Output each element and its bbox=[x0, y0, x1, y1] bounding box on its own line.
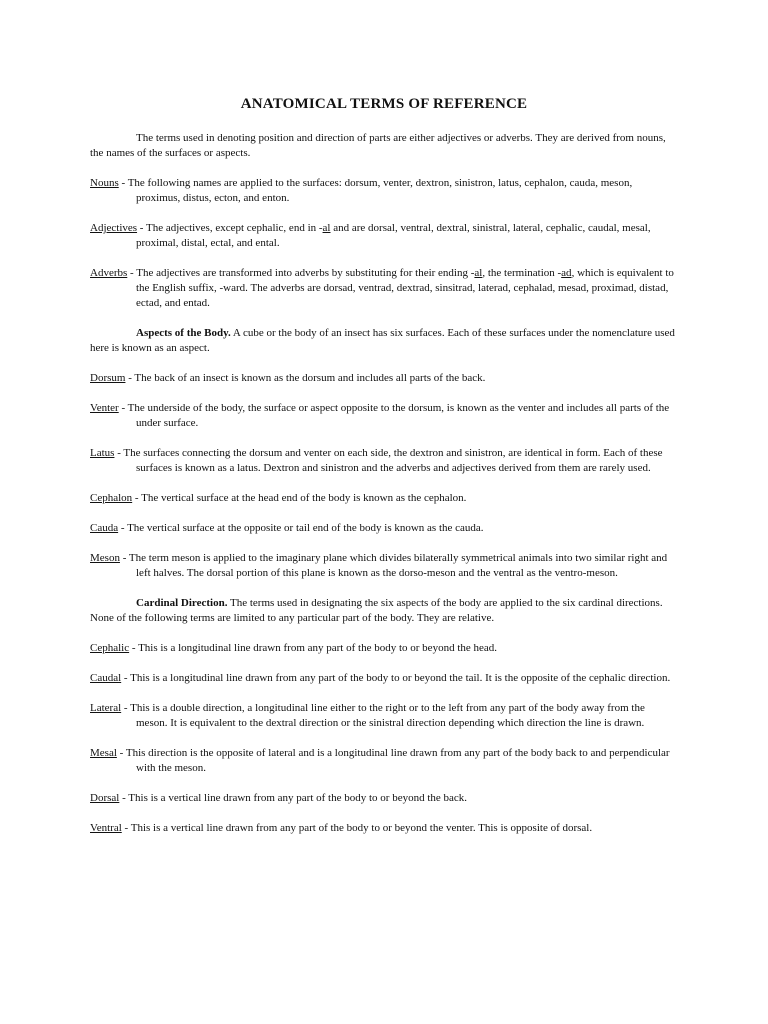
definition-cephalon-text: - The vertical surface at the head end of the body is known as the cephalon. bbox=[132, 492, 467, 504]
term-lateral: Lateral bbox=[90, 702, 122, 714]
suffix-al: al bbox=[322, 222, 331, 234]
definition-adjectives bbox=[90, 221, 678, 251]
term-caudal: Caudal bbox=[90, 672, 122, 684]
aspects-paragraph bbox=[90, 326, 678, 356]
definition-adverbs-text-1: - The adjectives are transformed into adverbs by substituting for their ending - bbox=[127, 267, 475, 279]
definition-cephalon bbox=[90, 491, 678, 506]
definition-adjectives-text-2: and are dorsal, ventral, dextral, sinistral, lateral, cephalic, caudal, mesal, proximal, distal, ectal, and ental. bbox=[136, 222, 651, 249]
definition-meson bbox=[90, 551, 678, 581]
definition-dorsal-text: - This is a vertical line drawn from any part of the body to or beyond the back. bbox=[119, 792, 468, 804]
definition-latus bbox=[90, 446, 678, 476]
intro-paragraph: The terms used in denoting position and direction of parts are either adjectives or adverbs. They are derived from nouns, the names of the surfaces or aspects. bbox=[90, 132, 666, 159]
definition-latus-text: - The surfaces connecting the dorsum and venter on each side, the dextron and sinistron, are identical in form. Each of these surfaces is known as a latus. Dextron and sinistron and the adverbs and adjectives derived from them are rarely used. bbox=[114, 447, 663, 474]
definition-dorsum bbox=[90, 371, 678, 386]
cardinal-paragraph bbox=[90, 596, 678, 626]
term-adjectives: Adjectives bbox=[90, 222, 138, 234]
definition-nouns bbox=[90, 176, 678, 206]
document-title: ANATOMICAL TERMS OF REFERENCE bbox=[240, 96, 528, 112]
term-mesal: Mesal bbox=[90, 747, 117, 759]
definition-dorsum-text: - The back of an insect is known as the dorsum and includes all parts of the back. bbox=[125, 372, 486, 384]
definition-cephalic bbox=[90, 641, 678, 656]
definition-caudal bbox=[90, 671, 678, 686]
definition-ventral-text: - This is a vertical line drawn from any part of the body to or beyond the venter. This is opposite of dorsal. bbox=[121, 822, 593, 834]
term-dorsum: Dorsum bbox=[90, 372, 126, 384]
aspects-heading: Aspects of the Body. bbox=[136, 327, 231, 339]
term-cephalic: Cephalic bbox=[90, 642, 130, 654]
definition-ventral bbox=[90, 821, 678, 836]
term-ventral: Ventral bbox=[90, 822, 122, 834]
term-cauda: Cauda bbox=[90, 522, 119, 534]
term-meson: Meson bbox=[90, 552, 120, 564]
term-nouns: Nouns bbox=[90, 177, 119, 189]
definition-adverbs-text-2: , the termination - bbox=[482, 267, 562, 279]
term-latus: Latus bbox=[90, 447, 115, 459]
definition-venter-text: - The underside of the body, the surface or aspect opposite to the dorsum, is known as the venter and includes all parts of the under surface. bbox=[118, 402, 670, 429]
definition-venter bbox=[90, 401, 678, 431]
definition-mesal-text: - This direction is the opposite of lateral and is a longitudinal line drawn from any part of the body back to and perpendicular with the meson. bbox=[116, 747, 670, 774]
term-adverbs: Adverbs bbox=[90, 267, 128, 279]
term-dorsal: Dorsal bbox=[90, 792, 120, 804]
definition-nouns-text: - The following names are applied to the surfaces: dorsum, venter, dextron, sinistron, latus, cephalon, cauda, meson, proximus, distus, ecton, and enton. bbox=[118, 177, 633, 204]
term-cephalon: Cephalon bbox=[90, 492, 133, 504]
cardinal-heading: Cardinal Direction. bbox=[136, 597, 228, 609]
definition-cauda bbox=[90, 521, 678, 536]
cardinal-text: The terms used in designating the six aspects of the body are applied to the six cardinal directions. None of the following terms are limited to any particular part of the body. They are relative. bbox=[90, 597, 663, 624]
definition-dorsal bbox=[90, 791, 678, 806]
suffix-ad: ad bbox=[561, 267, 572, 279]
suffix-al: al bbox=[474, 267, 483, 279]
definition-cauda-text: - The vertical surface at the opposite or tail end of the body is known as the cauda. bbox=[118, 522, 484, 534]
definition-meson-text: - The term meson is applied to the imaginary plane which divides bilaterally symmetrical animals into two similar right and left halves. The dorsal portion of this plane is known as the dorso-meson and the ventral as the ventro-meson. bbox=[119, 552, 668, 579]
term-venter: Venter bbox=[90, 402, 119, 414]
definition-caudal-text: - This is a longitudinal line drawn from any part of the body to or beyond the tail. It is the opposite of the cephalic direction. bbox=[121, 672, 671, 684]
definition-adverbs-text-3: , which is equivalent to the English suffix, -ward. The adverbs are dorsad, ventrad, dextrad, sinsitrad, laterad, cephalad, mesad, proximad, distad, ectad, and entad. bbox=[136, 267, 674, 309]
definition-lateral bbox=[90, 701, 678, 731]
definition-adverbs bbox=[90, 266, 678, 311]
definition-lateral-text: - This is a double direction, a longitudinal line either to the right or to the left from any part of the body away from the meson. It is equivalent to the dextral direction or the sinistral direction depending which direction the line is drawn. bbox=[121, 702, 645, 729]
definition-adjectives-text-1: - The adjectives, except cephalic, end in - bbox=[137, 222, 323, 234]
definition-cephalic-text: - This is a longitudinal line drawn from any part of the body to or beyond the head. bbox=[129, 642, 498, 654]
aspects-text: A cube or the body of an insect has six surfaces. Each of these surfaces under the nomenclature used here is known as an aspect. bbox=[90, 327, 675, 354]
definition-mesal bbox=[90, 746, 678, 776]
